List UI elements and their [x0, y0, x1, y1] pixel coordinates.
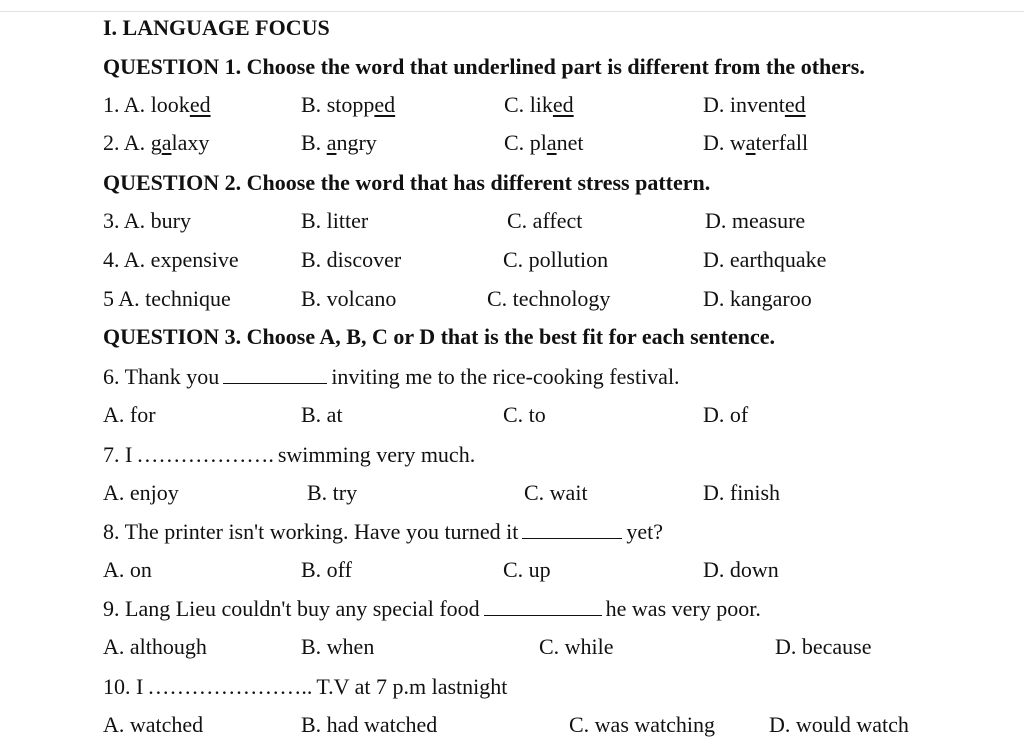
sentence-start: 7. I [103, 442, 133, 467]
option-c: C. to [503, 402, 546, 427]
options-row [0, 555, 1024, 585]
question-1-heading-row [0, 52, 1024, 82]
option-a [103, 284, 231, 314]
question-3-heading-row [0, 322, 1024, 352]
option-letter: B. [301, 130, 322, 155]
item-number: 4. [103, 247, 120, 272]
option-a [103, 90, 211, 120]
underlined-part: a [326, 130, 337, 155]
option-a: A. watched [103, 712, 204, 737]
sentence-row [0, 440, 1024, 470]
option-a [103, 206, 191, 236]
options-row [0, 632, 1024, 662]
sentence [103, 517, 663, 547]
sentence-row [0, 594, 1024, 624]
sentence-row [0, 672, 1024, 702]
question-1-heading: QUESTION 1. Choose the word that underlined part is different from the others. [103, 54, 865, 79]
answer-blank [223, 363, 327, 384]
answer-blank: ………………….. [147, 674, 313, 699]
underlined-part: ed [784, 92, 806, 117]
word-part: lik [529, 92, 553, 117]
section-title: I. LANGUAGE FOCUS [103, 15, 330, 40]
word-part: net [556, 130, 584, 155]
sentence-row [0, 517, 1024, 547]
option-b: B. discover [301, 247, 402, 272]
word-part: laxy [171, 130, 210, 155]
option-b: B. had watched [301, 712, 438, 737]
answer-blank [522, 518, 622, 539]
option-c [504, 128, 583, 158]
word-part: g [150, 130, 162, 155]
option-b [301, 90, 395, 120]
item-number: 5 [103, 286, 114, 311]
option-c: C. up [503, 557, 551, 582]
sentence-end: yet? [626, 519, 664, 544]
sentence-start: 9. Lang Lieu couldn't buy any special food [103, 596, 480, 621]
option-letter: C. [504, 130, 525, 155]
word-part: invent [729, 92, 785, 117]
option-a: A. although [103, 634, 207, 659]
option-d: D. kangaroo [703, 286, 812, 311]
option-a: A. on [103, 557, 152, 582]
section-title-row [0, 13, 1024, 43]
option-text: A. technique [118, 286, 231, 311]
option-d: D. down [703, 557, 779, 582]
question-row [0, 245, 1024, 275]
top-divider [0, 11, 1024, 12]
question-row [0, 206, 1024, 236]
sentence-row [0, 362, 1024, 392]
option-letter: D. [703, 92, 725, 117]
question-row [0, 284, 1024, 314]
option-d: D. of [703, 402, 749, 427]
option-d: D. because [775, 634, 872, 659]
option-d [703, 90, 806, 120]
options-row [0, 478, 1024, 508]
question-row [0, 90, 1024, 120]
option-b [301, 128, 377, 158]
item-number: 2. [103, 130, 120, 155]
options-row [0, 710, 1024, 740]
question-2-heading: QUESTION 2. Choose the word that has different stress pattern. [103, 170, 711, 195]
sentence [103, 440, 475, 470]
option-letter: D. [703, 130, 725, 155]
item-number: 1. [103, 92, 120, 117]
option-letter: A. [123, 92, 146, 117]
option-text: A. expensive [123, 247, 239, 272]
underlined-part: a [546, 130, 557, 155]
option-letter: B. [301, 92, 322, 117]
sentence-end: swimming very much. [277, 442, 476, 467]
sentence-end: inviting me to the rice-cooking festival. [331, 364, 680, 389]
option-d: D. would watch [769, 712, 909, 737]
sentence [103, 672, 507, 702]
answer-blank: ………………. [136, 442, 274, 467]
option-letter: C. [504, 92, 525, 117]
option-b: B. litter [301, 208, 369, 233]
underlined-part: ed [374, 92, 396, 117]
underlined-part: a [161, 130, 172, 155]
underlined-part: a [745, 130, 756, 155]
option-a: A. enjoy [103, 480, 179, 505]
sentence-end: T.V at 7 p.m lastnight [316, 674, 508, 699]
word-part: pl [529, 130, 547, 155]
option-b: B. at [301, 402, 343, 427]
sentence [103, 594, 761, 624]
option-b: B. when [301, 634, 375, 659]
option-c: C. technology [487, 286, 611, 311]
option-c: C. affect [507, 208, 583, 233]
sentence [103, 362, 680, 392]
option-d: D. measure [705, 208, 806, 233]
option-b: B. try [307, 480, 358, 505]
word-part: w [729, 130, 746, 155]
question-row [0, 128, 1024, 158]
option-letter: A. [123, 130, 146, 155]
option-a: A. for [103, 402, 156, 427]
option-b: B. volcano [301, 286, 397, 311]
option-d [703, 128, 808, 158]
underlined-part: ed [552, 92, 574, 117]
sentence-start: 8. The printer isn't working. Have you turned it [103, 519, 519, 544]
question-2-heading-row [0, 168, 1024, 198]
option-c: C. was watching [569, 712, 716, 737]
underlined-part: ed [189, 92, 211, 117]
options-row [0, 400, 1024, 430]
word-part: terfall [755, 130, 809, 155]
option-b: B. off [301, 557, 352, 582]
option-c: C. wait [524, 480, 588, 505]
word-part: look [150, 92, 190, 117]
sentence-start: 6. Thank you [103, 364, 220, 389]
answer-blank [484, 595, 602, 616]
word-part: stopp [326, 92, 375, 117]
sentence-start: 10. I [103, 674, 144, 699]
word-part: ngry [336, 130, 377, 155]
item-number: 3. [103, 208, 120, 233]
option-a [103, 245, 239, 275]
option-c: C. while [539, 634, 614, 659]
sentence-end: he was very poor. [605, 596, 761, 621]
option-a [103, 128, 209, 158]
option-d: D. earthquake [703, 247, 827, 272]
option-c [504, 90, 574, 120]
question-3-heading: QUESTION 3. Choose A, B, C or D that is the best fit for each sentence. [103, 324, 775, 349]
option-text: A. bury [123, 208, 192, 233]
option-c: C. pollution [503, 247, 609, 272]
option-d: D. finish [703, 480, 780, 505]
